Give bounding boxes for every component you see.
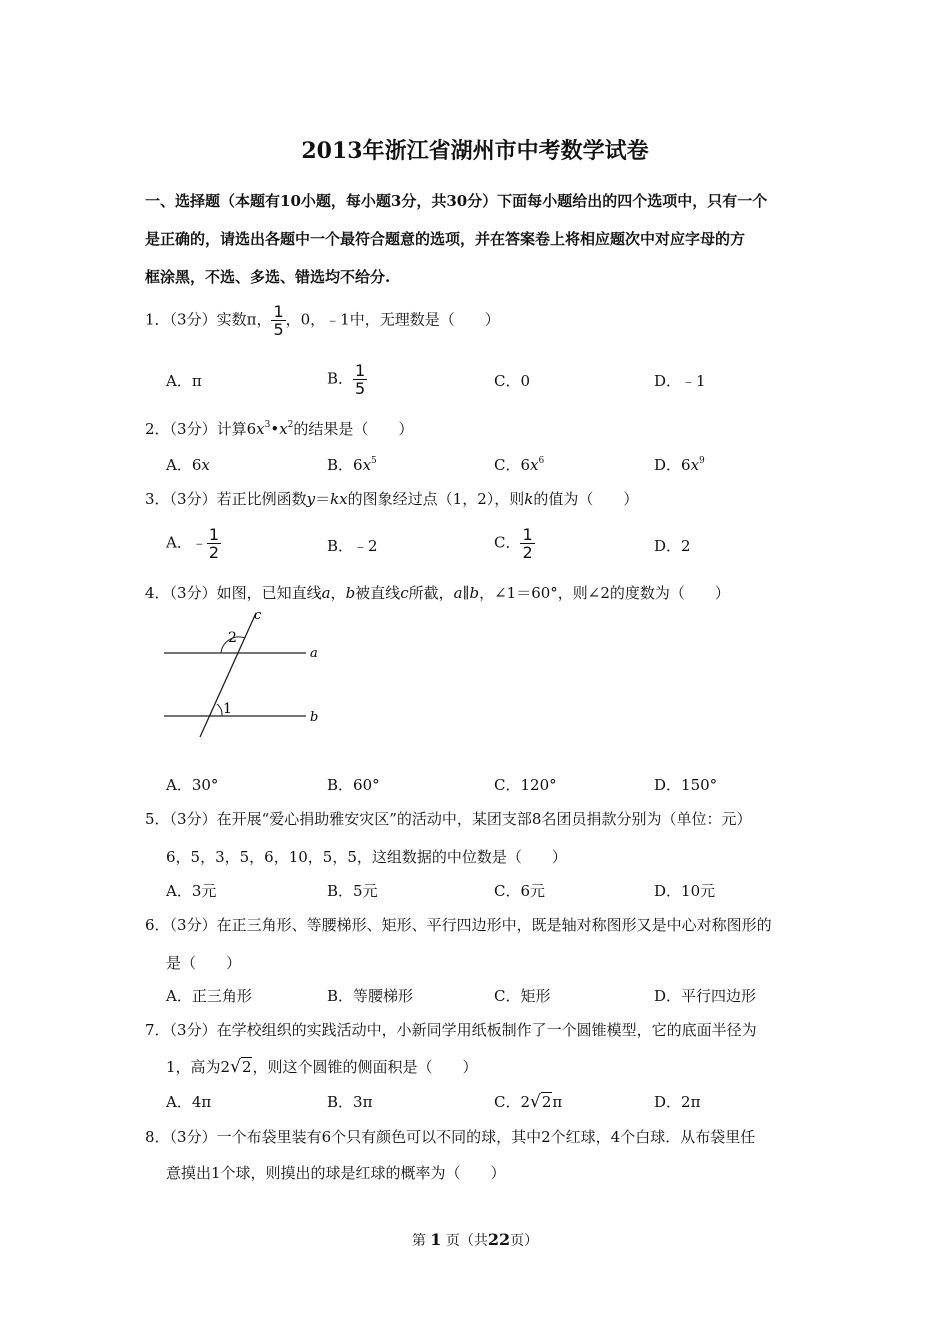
question-6-line-1: 6．（3分）在正三角形、等腰梯形、矩形、平行四边形中，既是轴对称图形又是中心对称图形的 <box>145 916 772 934</box>
var-x: x <box>201 456 210 474</box>
exponent: 5 <box>371 456 377 466</box>
q2-stem-end: 的结果是（ ） <box>293 420 414 438</box>
var-k: k <box>524 490 534 508</box>
option-text: C．6 <box>494 456 531 474</box>
radicand: 2 <box>241 1058 252 1076</box>
q4-option-a: A．30° <box>166 776 219 794</box>
q4-stem-text: 所截， <box>408 584 454 602</box>
footer-text: 第 <box>411 1233 426 1249</box>
label-a: a <box>310 646 318 661</box>
section-intro-line-2: 是正确的，请选出各题中一个最符合题意的选项，并在答案卷上将相应题次中对应字母的方 <box>145 230 746 248</box>
page-number: 1 <box>430 1230 442 1249</box>
q3-option-a <box>166 526 221 561</box>
q3-stem-middle: 的图象经过点（1，2），则 <box>347 490 525 508</box>
footer-text: 页（共 <box>445 1233 488 1249</box>
var-a: a <box>453 584 463 602</box>
sqrt-expression <box>230 1057 252 1077</box>
question-6-line-2: 是（ ） <box>166 954 242 972</box>
q2-stem-start: 2．（3分）计算6 <box>145 420 257 438</box>
q4-stem-start: 4．（3分）如图，已知直线 <box>145 584 322 602</box>
q1-stem-end: ，0，﹣1中，无理数是（ ） <box>285 310 500 329</box>
q5-option-a: A．3元 <box>166 882 217 900</box>
option-text: A．6 <box>166 456 202 474</box>
fraction-numerator: 1 <box>355 361 366 380</box>
q7-text: ，则这个圆锥的侧面积是（ ） <box>252 1058 478 1076</box>
var-x: x <box>530 456 539 474</box>
q6-option-c: C．矩形 <box>494 987 551 1005</box>
var-b: b <box>469 584 480 602</box>
radical-sign: √ <box>230 1057 241 1077</box>
q1-stem-start: 1．（3分）实数π， <box>145 310 272 329</box>
question-7-line-2 <box>166 1056 478 1077</box>
fraction-numerator: 1 <box>522 525 533 544</box>
question-7-line-1: 7．（3分）在学校组织的实践活动中，小新同学用纸板制作了一个圆锥模型，它的底面半径为 <box>145 1021 757 1039</box>
q3-stem-start: 3．（3分）若正比例函数 <box>145 490 307 508</box>
option-text: D．6 <box>654 456 691 474</box>
question-4 <box>145 582 730 603</box>
option-label: A．﹣ <box>166 533 207 552</box>
q4-option-b: B．60° <box>327 776 380 794</box>
fraction-denominator: 2 <box>208 543 220 562</box>
q6-option-d: D．平行四边形 <box>654 987 757 1005</box>
dot-operator: • <box>270 420 280 438</box>
angle-1-arc <box>217 704 222 716</box>
q1-option-a: A．π <box>166 372 202 390</box>
q6-option-b: B．等腰梯形 <box>327 987 414 1005</box>
section-intro-line-3: 框涂黑，不选、多选、错选均不给分. <box>145 268 391 286</box>
var-x: x <box>279 420 288 438</box>
equals-sign: ＝ <box>315 490 331 508</box>
parallel-symbol: ∥ <box>462 584 470 602</box>
section-intro-line-1: 一、选择题（本题有10小题，每小题3分，共30分）下面每小题给出的四个选项中，只有一个 <box>145 192 768 210</box>
question-3 <box>145 488 638 509</box>
q3-option-c-fraction <box>520 526 534 561</box>
page-footer <box>0 1230 950 1250</box>
exponent: 2 <box>287 420 294 430</box>
q7-option-a: A．4π <box>166 1093 212 1111</box>
q4-stem-text: 被直线 <box>355 584 401 602</box>
radical-sign: √ <box>530 1092 541 1112</box>
page-title: 2013年浙江省湖州市中考数学试卷 <box>301 138 649 164</box>
q4-option-d: D．150° <box>654 776 718 794</box>
q2-option-c <box>494 454 544 475</box>
var-x: x <box>362 456 372 474</box>
label-angle-1: 1 <box>223 701 232 717</box>
total-pages: 22 <box>487 1230 511 1249</box>
var-x: x <box>690 456 700 474</box>
fraction-denominator: 2 <box>522 543 533 562</box>
exponent: 9 <box>699 456 705 466</box>
q3-option-a-fraction <box>207 526 221 561</box>
q3-option-c <box>494 526 535 561</box>
var-c: c <box>400 584 409 602</box>
parallel-lines-figure <box>160 605 340 745</box>
radicand: 2 <box>541 1093 552 1111</box>
label-c: c <box>254 608 262 623</box>
q5-option-d: D．10元 <box>654 882 716 900</box>
var-kx: kx <box>330 490 348 508</box>
q3-stem-end: 的值为（ ） <box>533 490 639 508</box>
option-text: π <box>552 1093 563 1111</box>
q2-option-b <box>327 454 377 475</box>
question-1 <box>145 303 500 338</box>
question-8-line-2: 意摸出1个球，则摸出的球是红球的概率为（ ） <box>166 1164 506 1182</box>
var-b: b <box>345 584 356 602</box>
exponent: 3 <box>264 420 271 430</box>
var-a: a <box>321 584 331 602</box>
q7-option-b: B．3π <box>327 1093 373 1111</box>
fraction-denominator: 5 <box>355 379 366 398</box>
q5-option-b: B．5元 <box>327 882 378 900</box>
var-x: x <box>256 420 265 438</box>
q1-option-d: D．﹣1 <box>654 372 706 390</box>
footer-text: 页） <box>510 1233 539 1249</box>
fraction-numerator: 1 <box>208 525 220 544</box>
fraction-denominator: 5 <box>273 320 284 339</box>
option-text: B．6 <box>327 456 363 474</box>
fraction-numerator: 1 <box>273 302 284 321</box>
q1-option-b-fraction <box>353 362 367 397</box>
q2-option-d <box>654 454 705 475</box>
q1-fraction <box>271 303 285 338</box>
q3-option-d: D．2 <box>654 537 691 555</box>
q4-stem-end: ，∠1＝60°，则∠2的度数为（ ） <box>479 584 730 602</box>
var-y: y <box>306 490 316 508</box>
q4-option-c: C．120° <box>494 776 557 794</box>
exponent: 6 <box>538 456 545 466</box>
option-label: B． <box>327 369 354 388</box>
option-text: C．2 <box>494 1093 531 1111</box>
sqrt-expression <box>530 1092 552 1112</box>
label-angle-2: 2 <box>228 630 237 646</box>
q7-option-d: D．2π <box>654 1093 701 1111</box>
q7-option-c <box>494 1091 562 1112</box>
question-8-line-1: 8．（3分）一个布袋里装有6个只有颜色可以不同的球，其中2个红球，4个白球．从布袋里任 <box>145 1128 756 1146</box>
q7-text: 1，高为2 <box>166 1058 231 1076</box>
question-2 <box>145 418 413 439</box>
option-label: C． <box>494 533 521 552</box>
question-5-line-2: 6，5，3，5，6，10，5，5，这组数据的中位数是（ ） <box>166 848 567 866</box>
q3-option-b: B．﹣2 <box>327 537 378 555</box>
label-b: b <box>310 710 319 725</box>
comma: ， <box>330 584 346 602</box>
q2-option-a <box>166 454 210 475</box>
q5-option-c: C．6元 <box>494 882 546 900</box>
q1-option-c: C．0 <box>494 372 531 390</box>
q1-option-b <box>327 362 367 397</box>
question-5-line-1: 5．（3分）在开展“爱心捐助雅安灾区”的活动中，某团支部8名团员捐款分别为（单位：元） <box>145 810 752 828</box>
q6-option-a: A．正三角形 <box>166 987 252 1005</box>
